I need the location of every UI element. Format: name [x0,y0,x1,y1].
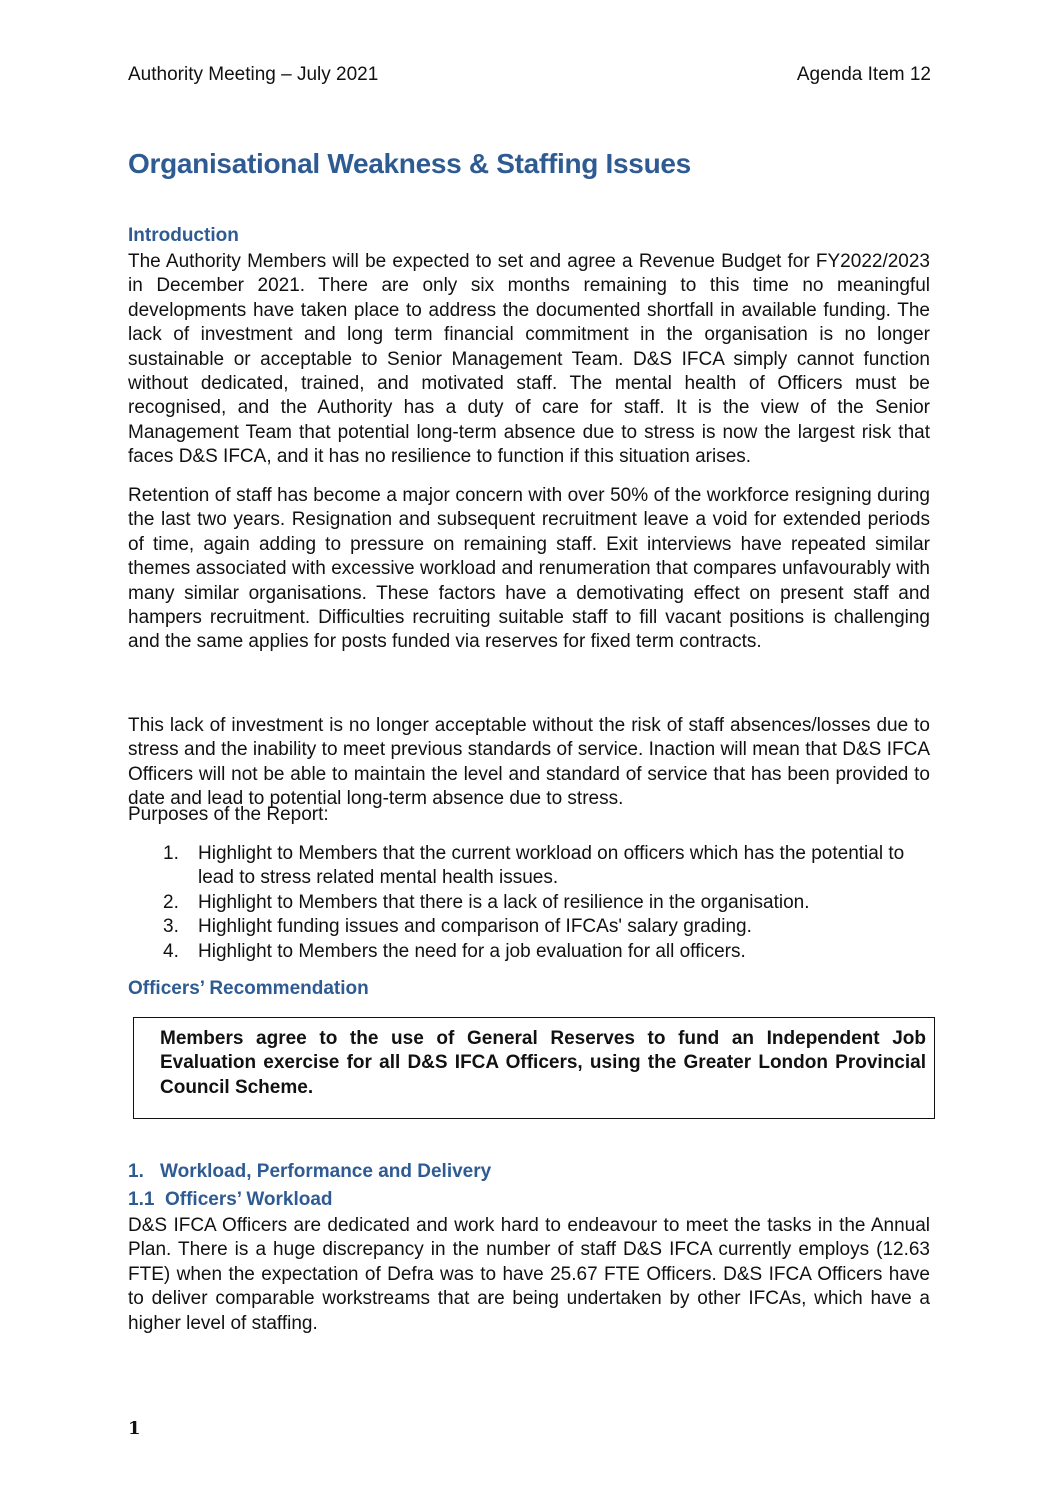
purpose-number: 2. [163,891,179,913]
purpose-number: 1. [163,843,179,864]
intro-paragraph-3: This lack of investment is no longer acceptable without the risk of staff absences/losses due to stress and the inability to meet previous standards of service. Inaction will mean that D&S IFCA Officers will not be able to maintain the level and standard of service that has been provided to date and lead to potential long-term absence due to stress. [128,715,930,810]
purpose-item [163,940,933,964]
section-1-1-number: 1.1 [128,1189,155,1210]
section-1-number: 1. [128,1161,144,1182]
purpose-number: 4. [163,940,179,962]
purposes-list [163,842,933,964]
section-1-1-heading [128,1189,333,1211]
intro-paragraph-2: Retention of staff has become a major concern with over 50% of the workforce resigning during the last two years. Resignation and subsequent recruitment leave a void for extended periods of time, again adding to pressure on remaining staff. Exit interviews have repeated similar themes associated with excessive workload and renumeration that compares unfavourably with many similar organisations. These factors have a demotivating effect on present staff and hampers recruitment. Difficulties recruiting suitable staff to fill vacant positions is challenging and the same applies for posts funded via reserves for fixed term contracts. [128,485,930,653]
section-1-title: Workload, Performance and Delivery [160,1161,492,1182]
introduction-heading: Introduction [128,225,239,246]
section-1-heading [128,1161,491,1183]
header-agenda-item: Agenda Item 12 [796,64,931,85]
purposes-label: Purposes of the Report: [128,804,329,825]
purpose-text: Highlight to Members the need for a job evaluation for all officers. [198,940,746,962]
purpose-number: 3. [163,916,179,938]
section-1-1-title: Officers’ Workload [165,1189,333,1210]
recommendation-box [133,1017,935,1119]
page-number: 1 [128,1418,141,1439]
purpose-item [163,891,933,915]
intro-paragraph-1: The Authority Members will be expected to set and agree a Revenue Budget for FY2022/2023 in December 2021. There are only six months remaining to this time no meaningful developments have taken place to address the documented shortfall in available funding. The lack of investment and long term financial commitment in the organisation is no longer sustainable or acceptable to Senior Management Team. D&S IFCA simply cannot function without dedicated, trained, and motivated staff. The mental health of Officers must be recognised, and the Authority has a duty of care for staff. It is the view of the Senior Management Team that potential long-term absence due to stress is now the largest risk that faces D&S IFCA, and it has no resilience to function if this situation arises. [128,251,930,468]
purpose-text: Highlight to Members that there is a lack of resilience in the organisation. [198,891,810,913]
header-meeting-title: Authority Meeting – July 2021 [128,64,379,85]
section-1-1-paragraph: D&S IFCA Officers are dedicated and work hard to endeavour to meet the tasks in the Annual Plan. There is a huge discrepancy in the number of staff D&S IFCA currently employs (12.63 FTE) when the expectation of Defra was to have 25.67 FTE Officers. D&S IFCA Officers have to deliver comparable workstreams that are being undertaken by other IFCAs, which have a higher level of staffing. [128,1215,930,1334]
page-title: Organisational Weakness & Staffing Issues [128,148,691,179]
purpose-item [163,842,933,891]
purpose-item [163,915,933,939]
purpose-text: Highlight funding issues and comparison of IFCAs' salary grading. [198,916,752,938]
recommendation-heading: Officers’ Recommendation [128,978,369,999]
recommendation-text: Members agree to the use of General Reserves to fund an Independent Job Evaluation exercise for all D&S IFCA Officers, using the Greater London Provincial Council Scheme. [160,1028,926,1098]
purpose-text: Highlight to Members that the current workload on officers which has the potential to lead to stress related mental health issues. [198,843,905,889]
